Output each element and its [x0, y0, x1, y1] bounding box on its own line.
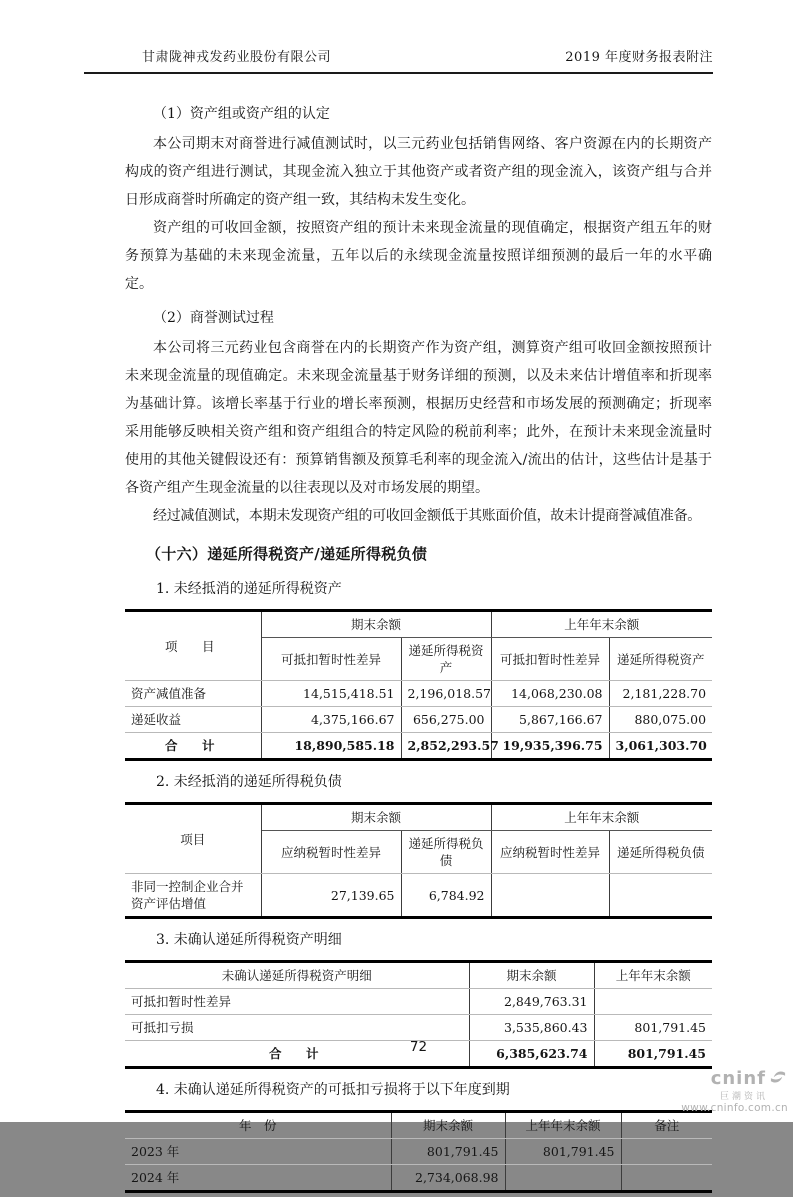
cell-value [594, 989, 712, 1015]
document-title: 2019 年度财务报表附注 [565, 50, 713, 65]
total-label: 合 计 [125, 1041, 469, 1068]
cell-value [505, 1165, 621, 1192]
total-value: 18,890,585.18 [261, 733, 401, 760]
page-header [84, 46, 713, 74]
row-label: 可抵扣亏损 [125, 1015, 469, 1041]
heading-goodwill-process: （2）商誉测试过程 [153, 310, 274, 326]
cell-value: 2,181,228.70 [609, 681, 712, 707]
paragraph-goodwill-method: 本公司将三元药业包含商誉在内的长期资产作为资产组，测算资产组可收回金额按照预计未来现金流量的现值确定。未来现金流量基于财务详细的预测，以及未来估计增值率和折现率为基础计算。该增长率基于行业的增长率预测，根据历史经营和市场发展的预测确定；折现率采用能够反映相关资产组和资产组组合的特定风险的税前利率；此外，在预计未来现金流量时使用的其他关键假设还有：预算销售额及预算毛利率的现金流入/流出的估计，这些估计是基于各资产组产生现金流量的以往表现以及对市场发展的期望。 [125, 340, 712, 496]
item-3-label: 3. 未确认递延所得税资产明细 [156, 932, 342, 948]
col-header-ending-balance: 期末余额 [469, 962, 594, 989]
table-header-row [125, 611, 712, 638]
col-header-deductible-diff: 可抵扣暂时性差异 [491, 638, 609, 681]
page-number: 72 [409, 1039, 428, 1055]
cninfo-logo [681, 1067, 788, 1114]
col-header-item: 项目 [125, 804, 261, 874]
table-header-row [125, 962, 712, 989]
cell-value: 3,535,860.43 [469, 1015, 594, 1041]
cell-value: 880,075.00 [609, 707, 712, 733]
col-header-ending-balance: 期末余额 [391, 1112, 505, 1139]
total-label: 合 计 [125, 733, 261, 760]
paragraph-impairment-result: 经过减值测试，本期未发现资产组的可收回金额低于其账面价值，故未计提商誉减值准备。 [153, 508, 701, 524]
cell-value: 2,196,018.57 [401, 681, 491, 707]
cninfo-logo-text: cninf [710, 1068, 766, 1090]
cell-value: 27,139.65 [261, 874, 401, 918]
paragraph-recoverable-amount: 资产组的可收回金额，按照资产组的预计未来现金流量的现值确定，根据资产组五年的财务预算为基础的未来现金流量，五年以后的永续现金流量按照详细预测的最后一年的水平确定。 [125, 220, 712, 292]
deferred-tax-assets-table [125, 609, 712, 761]
cell-value: 801,791.45 [594, 1015, 712, 1041]
col-header-year: 年 份 [125, 1112, 391, 1139]
total-value: 3,061,303.70 [609, 733, 712, 760]
table-row [125, 874, 712, 918]
table-row [125, 989, 712, 1015]
col-group-ending-balance: 期末余额 [261, 804, 491, 831]
total-value: 6,385,623.74 [469, 1041, 594, 1068]
item-4-label: 4. 未确认递延所得税资产的可抵扣亏损将于以下年度到期 [156, 1082, 510, 1098]
total-value: 801,791.45 [594, 1041, 712, 1068]
col-header-taxable-diff: 应纳税暂时性差异 [491, 831, 609, 874]
cell-value: 4,375,166.67 [261, 707, 401, 733]
table-header-row [125, 1112, 712, 1139]
col-header-deferred-liability: 递延所得税负债 [401, 831, 491, 874]
page-content [125, 94, 712, 1197]
col-header-deferred-asset: 递延所得税资产 [609, 638, 712, 681]
heading-asset-group: （1）资产组或资产组的认定 [153, 106, 330, 122]
table-row [125, 681, 712, 707]
cell-value: 656,275.00 [401, 707, 491, 733]
table-row [125, 707, 712, 733]
table-total-row [125, 733, 712, 760]
col-header-remark: 备注 [621, 1112, 712, 1139]
col-header-detail: 未确认递延所得税资产明细 [125, 962, 469, 989]
row-label: 递延收益 [125, 707, 261, 733]
cell-value: 6,784.92 [401, 874, 491, 918]
col-header-deferred-liability: 递延所得税负债 [609, 831, 712, 874]
cell-value [491, 874, 609, 918]
cell-value: 801,791.45 [505, 1139, 621, 1165]
col-header-item: 项 目 [125, 611, 261, 681]
col-group-prior-year-balance: 上年年末余额 [491, 611, 712, 638]
table-row [125, 1139, 712, 1165]
total-value: 19,935,396.75 [491, 733, 609, 760]
cninfo-url: www.cninfo.com.cn [681, 1101, 788, 1114]
cell-value: 2,849,763.31 [469, 989, 594, 1015]
deferred-tax-liabilities-table [125, 802, 712, 919]
col-group-prior-year-balance: 上年年末余额 [491, 804, 712, 831]
cell-value: 14,515,418.51 [261, 681, 401, 707]
row-label: 2024 年 [125, 1165, 391, 1192]
total-value: 2,852,293.57 [401, 733, 491, 760]
table-row [125, 1165, 712, 1192]
company-name: 甘肃陇神戎发药业股份有限公司 [142, 50, 332, 65]
cell-value [609, 874, 712, 918]
cell-value: 801,791.45 [391, 1139, 505, 1165]
cell-value [621, 1165, 712, 1192]
cell-value: 2,734,068.98 [391, 1165, 505, 1192]
table-row [125, 1015, 712, 1041]
row-label: 可抵扣暂时性差异 [125, 989, 469, 1015]
table-header-row [125, 804, 712, 831]
deductible-losses-expiry-table [125, 1110, 712, 1193]
col-header-deferred-asset: 递延所得税资产 [401, 638, 491, 681]
col-header-prior-year-balance: 上年年末余额 [505, 1112, 621, 1139]
col-header-taxable-diff: 应纳税暂时性差异 [261, 831, 401, 874]
section-title-deferred-tax: （十六）递延所得税资产/递延所得税负债 [146, 545, 428, 563]
cell-value [621, 1139, 712, 1165]
cell-value: 5,867,166.67 [491, 707, 609, 733]
row-label: 资产减值准备 [125, 681, 261, 707]
cninfo-chinese-name: 巨潮资讯 [719, 1091, 768, 1102]
row-label: 非同一控制企业合并资产评估增值 [125, 874, 261, 918]
col-header-prior-year-balance: 上年年末余额 [594, 962, 712, 989]
cninfo-swirl-icon [768, 1067, 788, 1091]
col-header-deductible-diff: 可抵扣暂时性差异 [261, 638, 401, 681]
row-label: 2023 年 [125, 1139, 391, 1165]
paragraph-goodwill-test: 本公司期末对商誉进行减值测试时，以三元药业包括销售网络、客户资源在内的长期资产构成的资产组进行测试，其现金流入独立于其他资产或者资产组的现金流入，该资产组与合并日形成商誉时所确定的资产组一致，其结构未发生变化。 [125, 136, 712, 208]
item-2-label: 2. 未经抵消的递延所得税负债 [156, 774, 342, 790]
item-1-label: 1. 未经抵消的递延所得税资产 [156, 581, 342, 597]
col-group-ending-balance: 期末余额 [261, 611, 491, 638]
cell-value: 14,068,230.08 [491, 681, 609, 707]
